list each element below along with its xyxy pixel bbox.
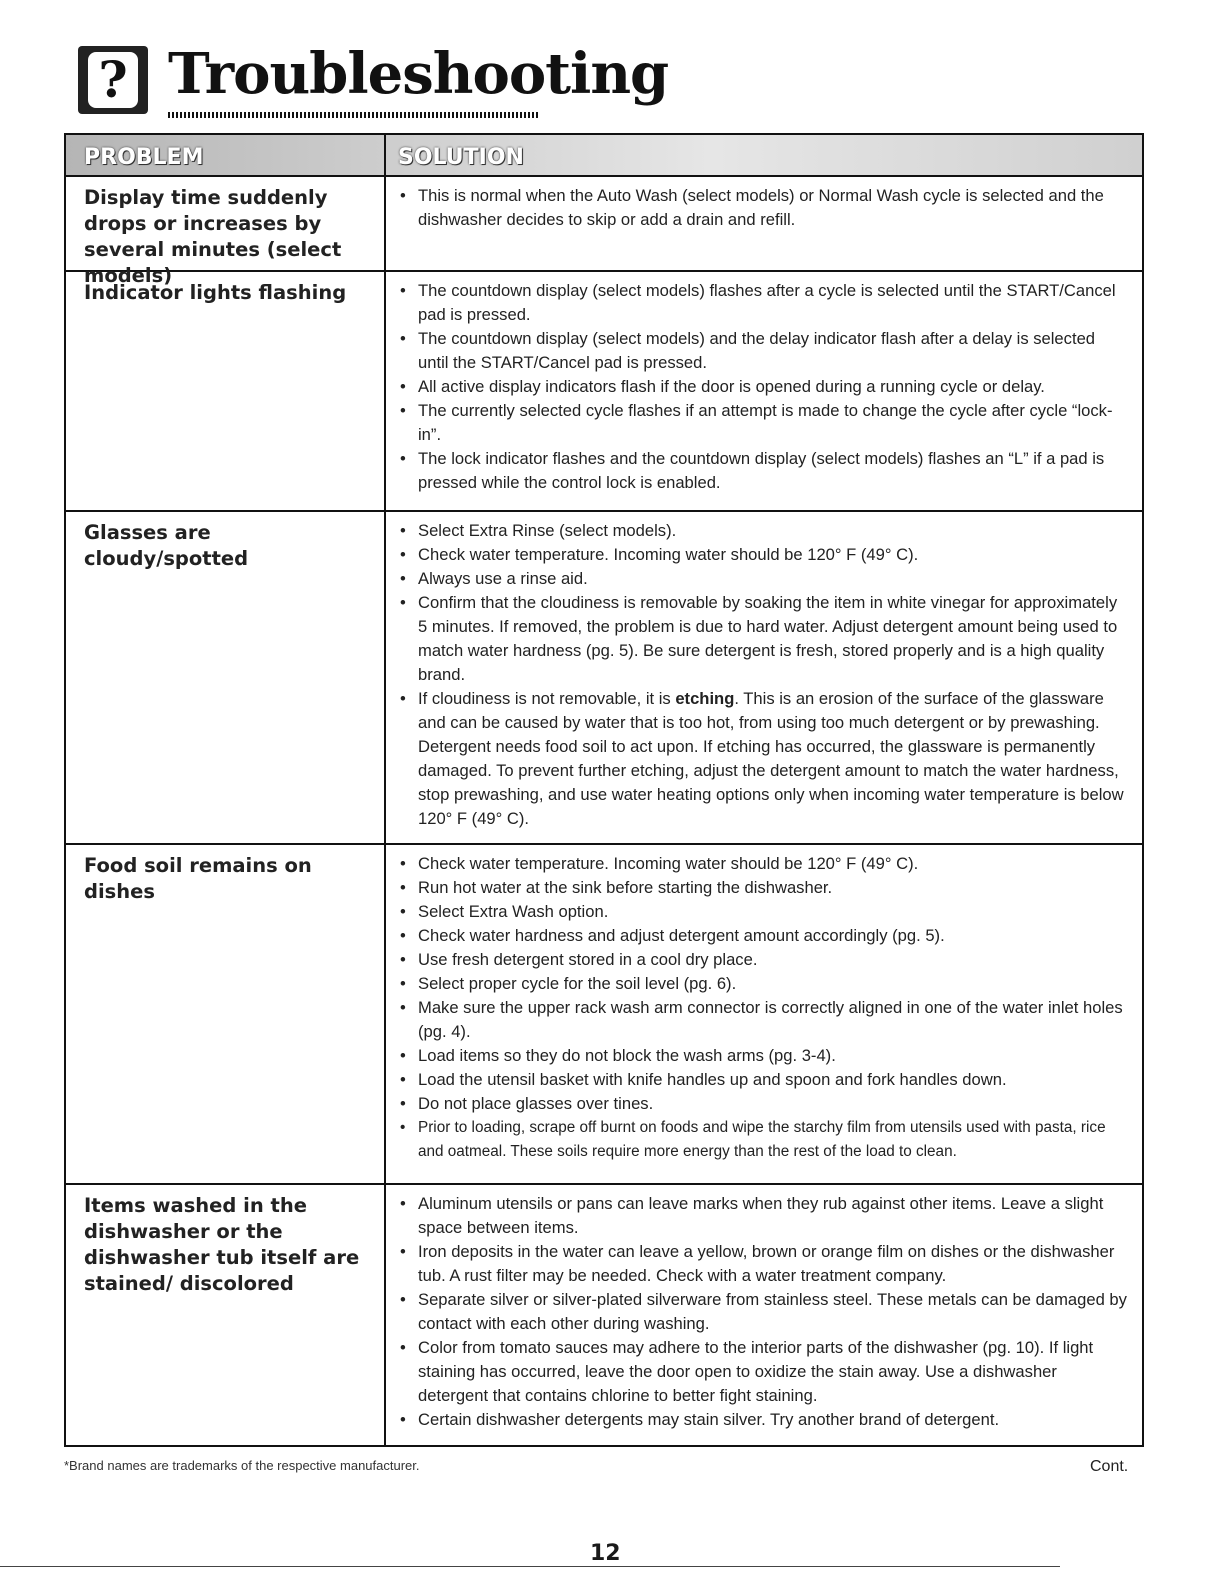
table-header xyxy=(66,135,1142,177)
bottom-rule xyxy=(0,1566,1060,1567)
problem-cell: Display time suddenly drops or increases by several minutes (select models) xyxy=(84,186,342,287)
solution-list xyxy=(400,279,1128,495)
page-title: Troubleshooting xyxy=(168,41,669,107)
solution-list xyxy=(400,1192,1128,1432)
solution-item: • Load items so they do not block the wash arms (pg. 3-4). xyxy=(400,1044,1128,1068)
solution-item: • Use fresh detergent stored in a cool dry place. xyxy=(400,948,1128,972)
solution-item: • Do not place glasses over tines. xyxy=(400,1092,1128,1116)
solution-list xyxy=(400,184,1128,232)
solution-item: • Make sure the upper rack wash arm connector is correctly aligned in one of the water inlet holes (pg. 4). xyxy=(400,996,1128,1044)
solution-list xyxy=(400,852,1128,1164)
problem-cell: Indicator lights flashing xyxy=(84,281,347,304)
solution-item: • Always use a rinse aid. xyxy=(400,567,1128,591)
table-row xyxy=(66,1185,1142,1445)
page-header xyxy=(78,38,669,118)
solution-list xyxy=(400,519,1128,831)
solution-item: • Load the utensil basket with knife handles up and spoon and fork handles down. xyxy=(400,1068,1128,1092)
table-row xyxy=(66,177,1142,287)
solution-item: • If cloudiness is not removable, it is etching. This is an erosion of the surface of the glassware and can be caused by water that is too hot, from using too much detergent or by prewashing. Detergent needs food soil to act upon. If etching has occurred, the glassware is permanently damaged. To prevent further etching, adjust the detergent amount to match the water hardness, stop prewashing, and use water heating options only when incoming water temperature is below 120° F (49° C). xyxy=(400,687,1128,831)
solution-item: • Check water temperature. Incoming water should be 120° F (49° C). xyxy=(400,852,1128,876)
solution-item: • Color from tomato sauces may adhere to the interior parts of the dishwasher (pg. 10). If light staining has occurred, leave the door open to oxidize the stain away. Use a dishwasher detergent that contains chlorine to better fight staining. xyxy=(400,1336,1128,1408)
solution-item: • Select Extra Rinse (select models). xyxy=(400,519,1128,543)
problem-cell: Glasses are cloudy/spotted xyxy=(84,521,249,570)
footnote: *Brand names are trademarks of the respective manufacturer. xyxy=(64,1458,420,1473)
solution-item: • Run hot water at the sink before starting the dishwasher. xyxy=(400,876,1128,900)
solution-item: • The countdown display (select models) flashes after a cycle is selected until the START/Cancel pad is pressed. xyxy=(400,279,1128,327)
question-mark-icon xyxy=(78,46,148,114)
title-underline xyxy=(168,112,538,118)
solution-item: • Iron deposits in the water can leave a yellow, brown or orange film on dishes or the dishwasher tub. A rust filter may be needed. Check with a water treatment company. xyxy=(400,1240,1128,1288)
emphasis-etching: etching xyxy=(675,689,735,708)
problem-cell: Items washed in the dishwasher or the dishwasher tub itself are stained/ discolored xyxy=(84,1194,360,1295)
solution-item: • Certain dishwasher detergents may stain silver. Try another brand of detergent. xyxy=(400,1408,1128,1432)
solution-item: • Select Extra Wash option. xyxy=(400,900,1128,924)
solution-item: • Separate silver or silver-plated silverware from stainless steel. These metals can be damaged by contact with each other during washing. xyxy=(400,1288,1128,1336)
table-row xyxy=(66,512,1142,845)
question-mark-glyph: ? xyxy=(88,52,138,108)
solution-item: • Aluminum utensils or pans can leave marks when they rub against other items. Leave a slight space between items. xyxy=(400,1192,1128,1240)
solution-column-header: SOLUTION xyxy=(398,145,524,170)
solution-item: • Check water temperature. Incoming water should be 120° F (49° C). xyxy=(400,543,1128,567)
problem-cell: Food soil remains on dishes xyxy=(84,854,312,903)
solution-item: • Confirm that the cloudiness is removable by soaking the item in white vinegar for approximately 5 minutes. If removed, the problem is due to hard water. Adjust detergent amount being used to match water hardness (pg. 5). Be sure detergent is fresh, stored properly and is a high quality brand. xyxy=(400,591,1128,687)
solution-item: • Select proper cycle for the soil level (pg. 6). xyxy=(400,972,1128,996)
table-row xyxy=(66,272,1142,512)
page-number: 12 xyxy=(590,1541,621,1566)
solution-item: • All active display indicators flash if the door is opened during a running cycle or delay. xyxy=(400,375,1128,399)
solution-item: • This is normal when the Auto Wash (select models) or Normal Wash cycle is selected and the dishwasher decides to skip or add a drain and refill. xyxy=(400,184,1128,232)
solution-item: • The countdown display (select models) and the delay indicator flash after a delay is selected until the START/Cancel pad is pressed. xyxy=(400,327,1128,375)
problem-column-header: PROBLEM xyxy=(84,145,204,170)
solution-item: • The lock indicator flashes and the countdown display (select models) flashes an “L” if a pad is pressed while the control lock is enabled. xyxy=(400,447,1128,495)
continued-label: Cont. xyxy=(1090,1458,1129,1475)
troubleshooting-table xyxy=(64,133,1144,1447)
solution-item: • Check water hardness and adjust detergent amount accordingly (pg. 5). xyxy=(400,924,1128,948)
solution-item: • Prior to loading, scrape off burnt on foods and wipe the starchy film from utensils used with pasta, rice and oatmeal. These soils require more energy than the rest of the load to clean. xyxy=(400,1116,1128,1164)
table-row xyxy=(66,845,1142,1185)
solution-item: • The currently selected cycle flashes if an attempt is made to change the cycle after cycle “lock-in”. xyxy=(400,399,1128,447)
